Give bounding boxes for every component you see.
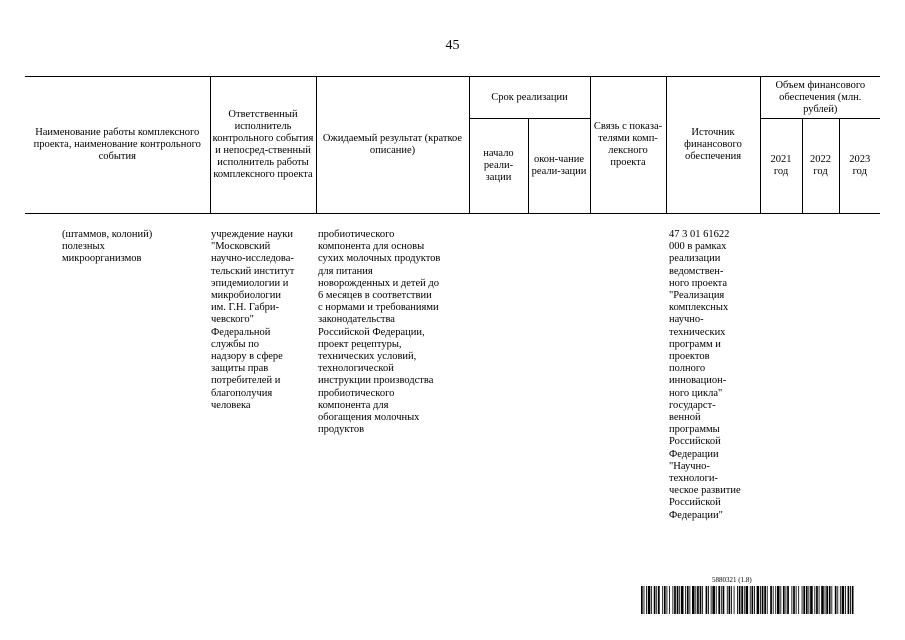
barcode-label: 5880321 (1.8) — [712, 576, 752, 584]
header-year-2023: 2023 год — [839, 119, 880, 214]
header-responsible: Ответственный исполнитель контрольного события и непосред-ственный исполнитель работы комплексного проекта — [210, 77, 316, 214]
header-table — [25, 76, 880, 214]
cell-name: (штаммов, колоний) полезных микроорганизмов — [62, 229, 153, 265]
cell-source: 47 3 01 61622 000 в рамках реализации ведомствен- ного проекта "Реализация комплексных научно- технических программ и проектов полного инновацион- ного цикла" государст- венной программы Российской Федерации "Научно- технологи- ческое развитие Российской Федерации" — [669, 229, 741, 521]
header-year-2022: 2022 год — [802, 119, 839, 214]
header-term: Срок реализации — [469, 77, 590, 119]
page-number: 45 — [445, 38, 460, 53]
header-volume: Объем финансового обеспечения (млн. рублей) — [760, 77, 880, 119]
header-result: Ожидаемый результат (краткое описание) — [316, 77, 469, 214]
header-start: начало реали-зации — [469, 119, 528, 214]
header-end: окон-чание реали-зации — [528, 119, 590, 214]
cell-result: пробиотического компонента для основы сухих молочных продуктов для питания новорожденных и детей до 6 месяцев в соответствии с нормами и требованиями законодательства Российской Федерации, проект рецептуры, технических условий, технологической инструкции производства пробиотического компонента для обогащения молочных продуктов — [318, 229, 441, 436]
barcode-image — [641, 586, 855, 614]
cell-responsible: учреждение науки "Московский научно-исследова- тельский институт эпидемиологии и микробиологии им. Г.Н. Габри- чевского" Федеральной службы по надзору в сфере защиты прав потребителей и благополучия человека — [211, 229, 295, 411]
header-year-2021: 2021 год — [760, 119, 802, 214]
header-source: Источник финансового обеспечения — [666, 77, 760, 214]
header-name: Наименование работы комплексного проекта, наименование контрольного события — [25, 77, 210, 214]
header-link: Связь с показа-телями комп-лексного проекта — [590, 77, 666, 214]
